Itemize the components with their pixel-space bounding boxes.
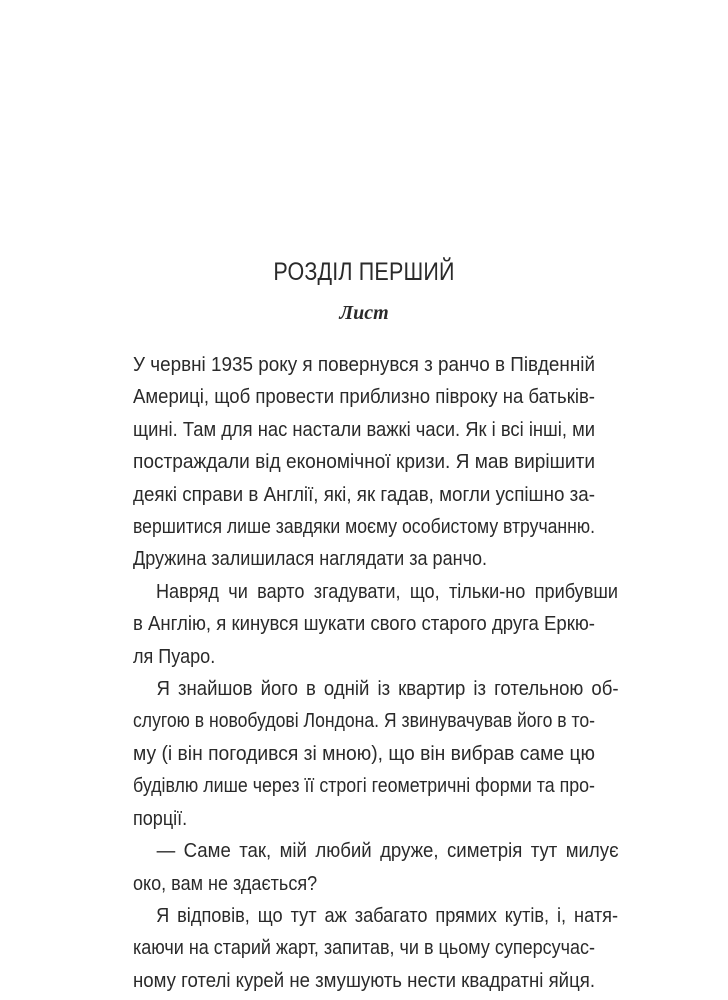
text-line: каючи на старий жарт, запитав, чи в цьому суперсучас- bbox=[133, 936, 595, 960]
text-line: ля Пуаро. bbox=[133, 644, 216, 668]
text-line: У червні 1935 року я повернувся з ранчо в Південній bbox=[133, 353, 595, 376]
paragraph bbox=[133, 673, 619, 835]
paragraph bbox=[133, 900, 619, 997]
text-line: — Саме так, мій любий друже, симетрія тут милує bbox=[156, 839, 619, 863]
paragraph bbox=[133, 349, 595, 576]
text-line: вершитися лише завдяки моєму особистому втручанню. bbox=[133, 515, 595, 539]
chapter-subtitle: Лист bbox=[339, 302, 389, 324]
chapter-title: РОЗДІЛ ПЕРШИЙ bbox=[273, 258, 455, 286]
text-line: в Англію, я кинувся шукати свого старого друга Еркю- bbox=[133, 612, 595, 636]
text-line: будівлю лише через її строгі геометричні форми та про- bbox=[133, 774, 595, 798]
text-line: око, вам не здається? bbox=[133, 871, 318, 895]
text-line: слугою в новобудові Лондона. Я звинувачував його в то- bbox=[133, 709, 595, 733]
text-line: Америці, щоб провести приблизно півроку на батьків- bbox=[133, 385, 595, 409]
text-line: деякі справи в Англії, які, як гадав, могли успішно за- bbox=[133, 482, 595, 506]
paragraph bbox=[133, 576, 618, 673]
text-line: Я відповів, що тут аж забагато прямих кутів, і, натя- bbox=[156, 903, 619, 927]
text-line: Я знайшов його в одній із квартир із готельною об- bbox=[156, 677, 619, 701]
text-line: Навряд чи варто згадувати, що, тільки-но прибувши bbox=[155, 579, 618, 603]
text-line: щині. Там для нас настали важкі часи. Як і всі інші, ми bbox=[133, 417, 595, 441]
text-line: постраждали від економічної кризи. Я мав вирішити bbox=[133, 450, 595, 474]
text-line: ному готелі курей не змушують нести квадратні яйця. bbox=[133, 968, 595, 992]
text-line: му (і він погодився зі мною), що він вибрав саме цю bbox=[133, 741, 595, 765]
text-line: Дружина залишилася наглядати за ранчо. bbox=[133, 547, 488, 571]
paragraph bbox=[133, 835, 619, 900]
chapter-body bbox=[133, 349, 619, 997]
text-line: порції. bbox=[133, 806, 188, 830]
